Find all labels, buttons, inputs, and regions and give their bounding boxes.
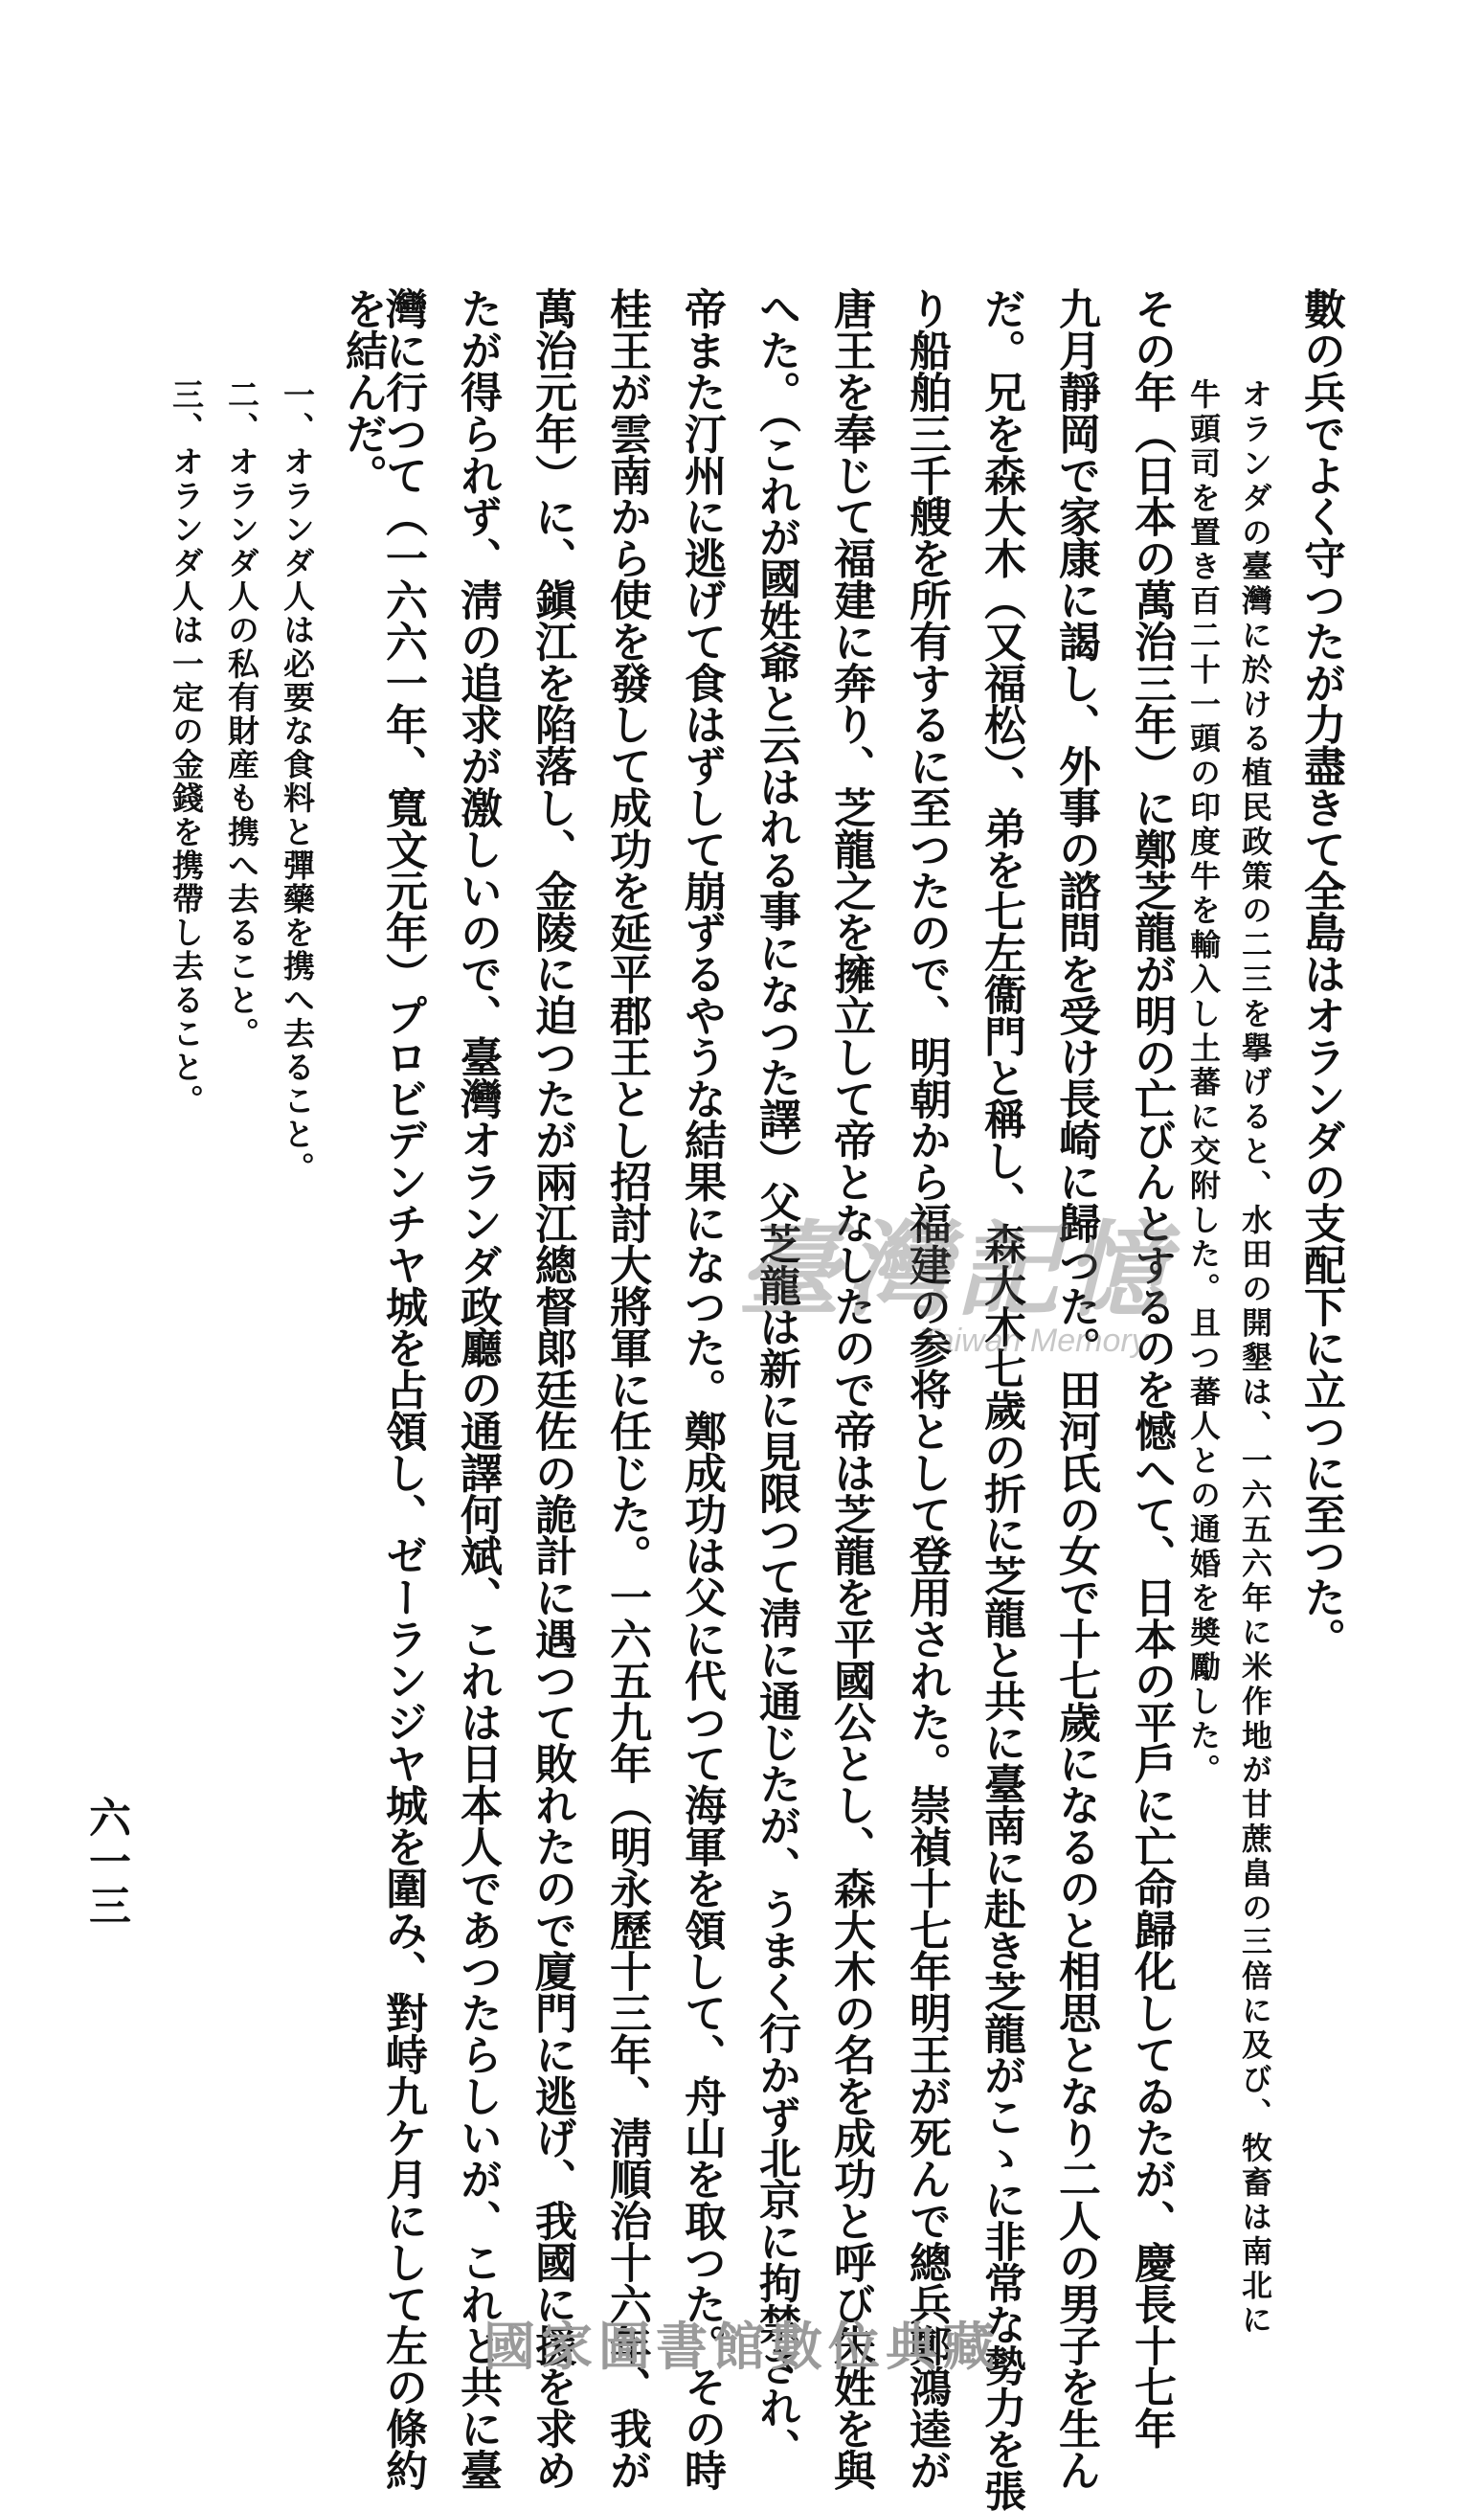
text-column: り船舶三千艘を所有するに至つたので、明朝から福建の参将として登用された。崇禎十七年明王が死んで總兵鄭鴻逵が bbox=[902, 287, 951, 2491]
text-column: 帝また汀州に逃げて食はずして崩ずるやうな結果になつた。鄭成功は父に代つて海軍を領して、舟山を取つた。その時 bbox=[677, 287, 726, 2491]
text-column: だ。兄を森大木（又福松）、弟を七左衞門と稱し、森大木七歲の折に芝龍と共に臺南に赴き芝龍がこゝに非常な勢力を張 bbox=[977, 287, 1025, 2511]
treaty-item: 二、オランダ人の私有財産も携へ去ること。 bbox=[223, 378, 260, 1051]
treaty-item: 三、オランダ人は一定の金錢を携帶し去ること。 bbox=[168, 378, 205, 1119]
note-column: オランダの臺灣に於ける植民政策の二三を擧げると、水田の開墾は、一六五六年に米作地が甘蔗畠の三倍に及び、牧畜は南北に bbox=[1237, 378, 1273, 2339]
text-column: その年（日本の萬治三年）に鄭芝龍が明の亡びんとするのを憾へて、日本の平戶に亡命歸化してゐたが、慶長十七年 bbox=[1127, 287, 1176, 2449]
watermark bbox=[737, 1188, 1174, 1360]
text-column: たが得られず、淸の追求が激しいので、臺灣オランダ政廳の通譯何斌、これは日本人であつたらしいが、これと共に臺 bbox=[453, 287, 502, 2491]
text-column: 九月靜岡で家康に謁し、外事の諮問を受け長崎に歸つた。田河氏の女で十七歲になるのと相思となり二人の男子を生ん bbox=[1051, 287, 1100, 2491]
text-column: 數の兵でよく守つたが力盡きて全島はオランダの支配下に立つに至つた。 bbox=[1296, 287, 1345, 1660]
note-column: 牛頭司を置き百二十一頭の印度牛を輸入し土蕃に交附した。且つ蕃人との通婚を奬勵した。 bbox=[1185, 378, 1222, 1788]
page-number: 六一三 bbox=[81, 1796, 130, 1928]
treaty-item: 一、オランダ人は必要な食料と彈藥を携へ去ること。 bbox=[279, 378, 316, 1186]
text-column: を結んだ。 bbox=[338, 287, 387, 496]
text-column: 萬治元年）に、鎭江を陷落し、金陵に迫つたが兩江總督郞廷佐の詭計に遇つて敗れたので廈門に逃げ、我國に援を求め bbox=[528, 287, 576, 2491]
text-column: 唐王を奉じて福建に奔り、芝龍之を擁立して帝となしたので帝は芝龍を平國公とし、森大木の名を成功と呼び朱姓を與 bbox=[826, 287, 875, 2491]
text-column: へた。（これが國姓爺と云はれる事になつた譯）父芝龍は新に見限つて淸に通じたが、うまく行かず北京に拘禁され、 bbox=[752, 287, 800, 2470]
watermark-subtitle: Taiwan Memory bbox=[919, 1323, 1148, 1359]
footer-credit: 國家圖書館數位典藏 bbox=[483, 2317, 1001, 2377]
text-column: 灣に行つて（一六六一年、寬文元年）プロビデンチヤ城を占領し、ゼーランジヤ城を圍み、對峙九ケ月にして左の條約 bbox=[378, 287, 427, 2491]
text-column: 桂王が雲南から使を發して成功を延平郡王とし招討大將軍に任じた。一六五九年（明永歷十三年、淸順治十六年、我が bbox=[602, 287, 651, 2491]
watermark-logo-text: 臺灣記憶 bbox=[737, 1210, 1175, 1331]
